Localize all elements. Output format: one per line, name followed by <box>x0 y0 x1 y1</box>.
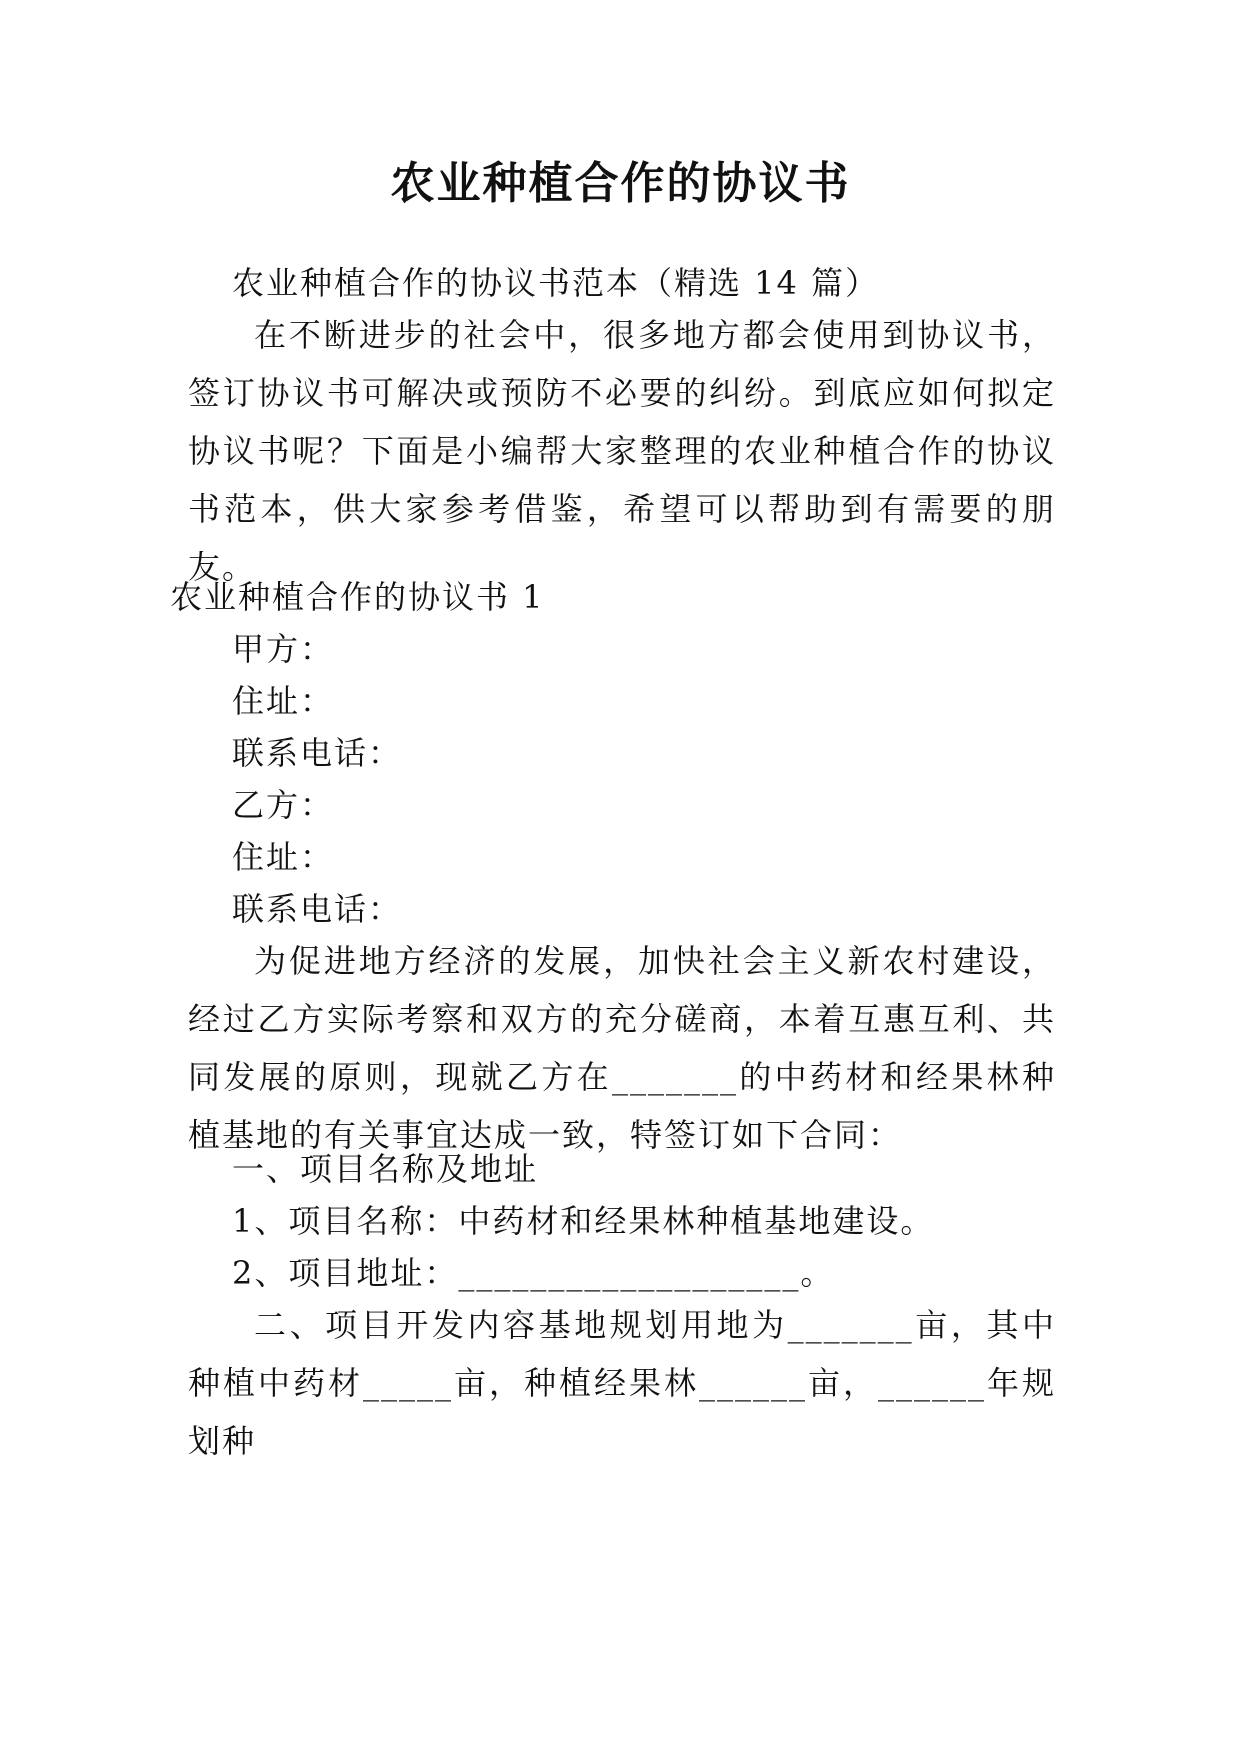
intro-paragraph: 在不断进步的社会中，很多地方都会使用到协议书，签订协议书可解决或预防不必要的纠纷。到底应如何拟定协议书呢？下面是小编帮大家整理的农业种植合作的协议书范本，供大家参考借鉴，希望可以帮助到有需要的朋友。 <box>188 316 1056 586</box>
party-a-label: 甲方： <box>232 630 335 668</box>
party-a-phone-label: 联系电话： <box>232 734 403 772</box>
party-b-phone-label: 联系电话： <box>232 890 403 928</box>
clause-1-heading: 一、项目名称及地址 <box>232 1150 539 1188</box>
party-b-address-label: 住址： <box>232 838 335 876</box>
subtitle: 农业种植合作的协议书范本（精选 14 篇） <box>232 264 880 302</box>
document-title: 农业种植合作的协议书 <box>390 158 851 209</box>
agreement-preamble: 为促进地方经济的发展，加快社会主义新农村建设，经过乙方实际考察和双方的充分磋商，本着互惠互利、共同发展的原则，现就乙方在_______的中药材和经果林种植基地的有关事宜达成一致，特签订如下合同： <box>188 942 1056 1154</box>
party-a-address-label: 住址： <box>232 682 335 720</box>
clause-1-item-1: 1、项目名称：中药材和经果林种植基地建设。 <box>232 1202 935 1240</box>
section-heading: 农业种植合作的协议书 1 <box>170 578 545 616</box>
clause-2-paragraph: 二、项目开发内容基地规划用地为_______亩，其中种植中药材_____亩，种植经果林______亩，______年规划种 <box>188 1306 1056 1460</box>
party-b-label: 乙方： <box>232 786 335 824</box>
clause-1-item-2: 2、项目地址：___________________。 <box>232 1254 835 1292</box>
